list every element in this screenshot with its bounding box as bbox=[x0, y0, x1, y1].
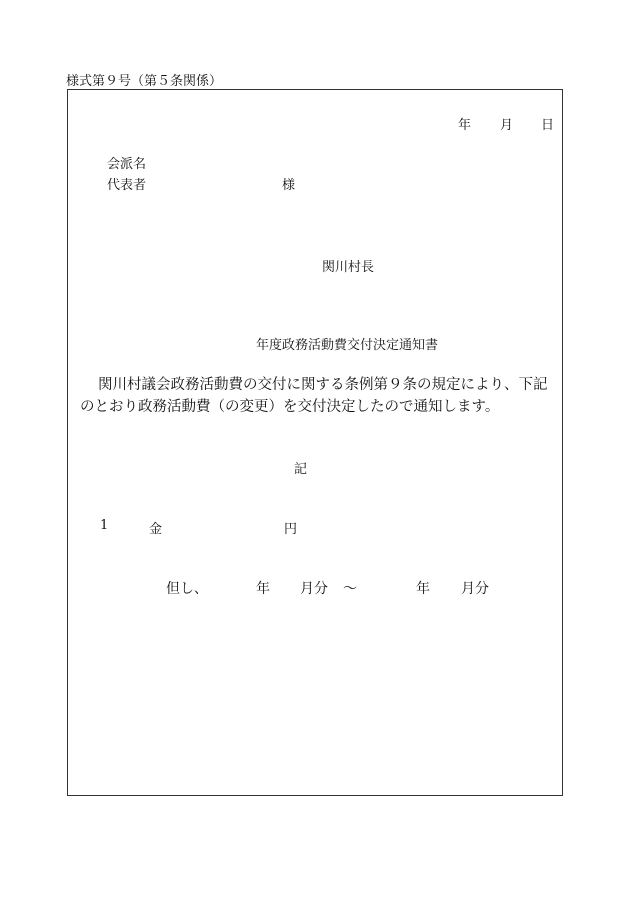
form-number: 様式第９号（第５条関係） bbox=[66, 74, 223, 89]
period-prefix: 但し、 bbox=[166, 581, 208, 597]
ki-heading: 記 bbox=[294, 462, 308, 477]
honorific-sama: 様 bbox=[282, 178, 296, 193]
document-title: 年度政務活動費交付決定通知書 bbox=[256, 338, 439, 353]
body-paragraph: 関川村議会政務活動費の交付に関する条例第９条の規定により、下記のとおり政務活動費（の変更）を交付決定したので通知します。 bbox=[80, 377, 548, 415]
date-year-label: 年 bbox=[458, 118, 472, 133]
period-end-year: 年 bbox=[416, 581, 430, 597]
party-name-label: 会派名 bbox=[107, 157, 147, 172]
issuer-mayor: 関川村長 bbox=[322, 260, 375, 275]
representative-label: 代表者 bbox=[107, 178, 147, 193]
document-frame bbox=[67, 89, 563, 796]
period-end-month: 月分 bbox=[461, 581, 489, 597]
period-tilde: ～ bbox=[343, 581, 357, 597]
date-day-label: 日 bbox=[541, 118, 555, 133]
item-number: 1 bbox=[100, 518, 109, 533]
currency-yen: 円 bbox=[284, 522, 298, 537]
date-month-label: 月 bbox=[500, 118, 514, 133]
amount-label: 金 bbox=[149, 522, 163, 537]
period-start-year: 年 bbox=[256, 581, 270, 597]
period-start-month: 月分 bbox=[300, 581, 328, 597]
